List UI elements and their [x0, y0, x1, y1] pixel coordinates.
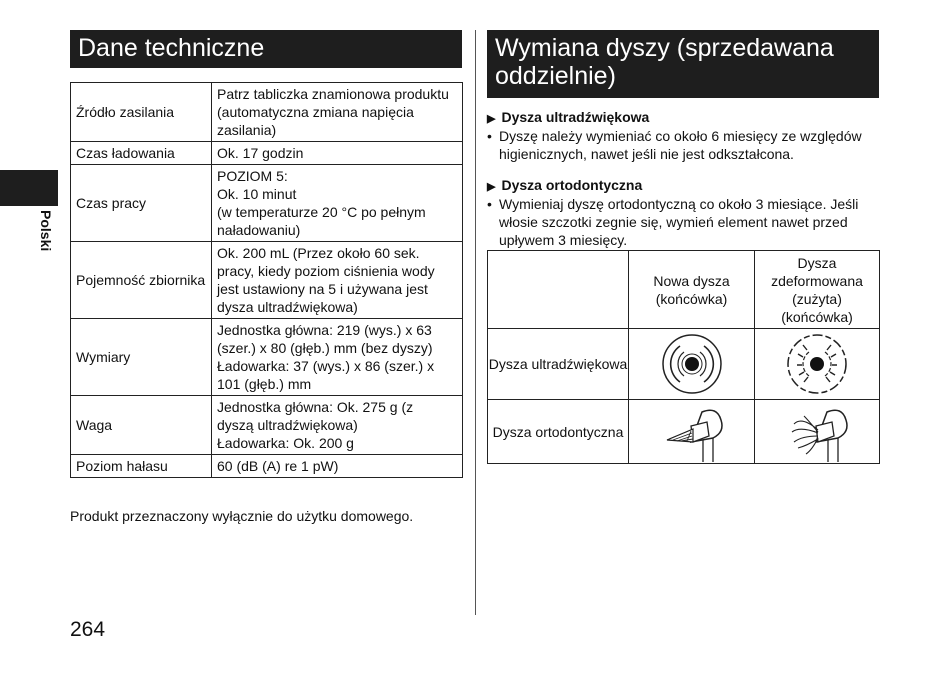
spec-value-line: Ok. 17 godzin — [217, 145, 304, 161]
table-row — [71, 83, 463, 142]
bullet-dot-icon: • — [487, 196, 492, 212]
header-line: (zużyta) — [792, 290, 842, 307]
table-row — [71, 142, 463, 165]
spec-value-line: (automatyczna zmiana napięcia — [217, 104, 414, 120]
spec-label: Poziom hałasu — [71, 455, 212, 478]
bullet-arrow-icon: ▶ — [487, 181, 496, 193]
spec-value-line: 101 (głęb.) mm — [217, 376, 312, 392]
specs-table — [70, 82, 463, 478]
spec-value-line: Ok. 200 mL (Przez około 60 sek. — [217, 245, 420, 261]
bullet-ultrasonic — [487, 127, 882, 163]
table-corner-cell — [488, 251, 629, 329]
spec-value-line: Ładowarka: Ok. 200 g — [217, 435, 354, 451]
spec-value-line: 60 (dB (A) re 1 pW) — [217, 458, 339, 474]
table-row — [71, 455, 463, 478]
row-label-ultrasonic: Dysza ultradźwiękowa — [488, 329, 629, 400]
header-line: (końcówka) — [655, 290, 728, 307]
spec-label: Źródło zasilania — [71, 83, 212, 142]
subheading-text: Dysza ortodontyczna — [501, 177, 643, 193]
spec-value-line: Jednostka główna: Ok. 275 g (z — [217, 399, 414, 415]
table-row — [71, 242, 463, 319]
table-row — [488, 329, 880, 400]
spec-value — [212, 242, 463, 319]
column-divider — [475, 30, 476, 615]
spec-value-line: Jednostka główna: 219 (wys.) x 63 — [217, 322, 432, 338]
spec-value — [212, 83, 463, 142]
table-row — [71, 319, 463, 396]
title-line: oddzielnie) — [495, 62, 616, 90]
bullet-dot-icon: • — [487, 128, 492, 144]
spec-value-line: dysza ultradźwiękowa) — [217, 299, 358, 315]
spec-value-line: (szer.) x 80 (głęb.) mm (bez dyszy) — [217, 340, 433, 356]
table-row — [71, 396, 463, 455]
bullet-orthodontic — [487, 195, 882, 249]
section-title-specs: Dane techniczne — [70, 30, 462, 68]
spec-value-line: pracy, kiedy poziom ciśnienia wody — [217, 263, 435, 279]
table-row — [488, 400, 880, 464]
header-line: (końcówka) — [781, 308, 853, 325]
spec-label: Czas ładowania — [71, 142, 212, 165]
orthodontic-nozzle-new-icon — [629, 400, 755, 464]
spec-value-line: dyszą ultradźwiękowa) — [217, 417, 358, 433]
spec-value-line: zasilania) — [217, 122, 277, 138]
spec-value-line: naładowaniu) — [217, 222, 301, 238]
table-row — [71, 165, 463, 242]
bullet-line: Wymieniaj dyszę ortodontyczną co około 3 miesiące. Jeśli — [499, 196, 859, 212]
subheading-orthodontic — [487, 177, 642, 193]
header-line: Dysza — [797, 254, 837, 271]
spec-value-line: Ok. 10 minut — [217, 186, 297, 202]
header-line: zdeformowana — [771, 272, 863, 289]
bullet-line: higienicznych, nawet jeśli nie jest odkształcona. — [499, 146, 794, 162]
header-line: Nowa dysza — [653, 272, 730, 289]
column-header-new — [629, 251, 755, 329]
ultrasonic-nozzle-new-icon — [629, 329, 755, 400]
page-number: 264 — [70, 618, 106, 641]
title-line: Wymiana dyszy (sprzedawana — [495, 34, 834, 62]
subheading-ultrasonic — [487, 109, 649, 125]
spec-value — [212, 319, 463, 396]
row-label-orthodontic: Dysza ortodontyczna — [488, 400, 629, 464]
orthodontic-nozzle-worn-icon — [755, 400, 880, 464]
household-use-note: Produkt przeznaczony wyłącznie do użytku domowego. — [70, 508, 414, 524]
bullet-line: Dyszę należy wymieniać co około 6 miesięcy ze względów — [499, 128, 862, 144]
language-label: Polski — [38, 210, 54, 252]
spec-value-line: Ładowarka: 37 (wys.) x 86 (szer.) x — [217, 358, 435, 374]
spec-label: Czas pracy — [71, 165, 212, 242]
section-title-nozzle-replacement — [487, 30, 879, 98]
nozzle-comparison-table — [487, 250, 880, 464]
language-tab-marker — [0, 170, 58, 206]
bullet-line: włosie szczotki zegnie się, wymień element nawet przed — [499, 214, 848, 230]
spec-value-line: (w temperaturze 20 °C po pełnym — [217, 204, 426, 220]
spec-label: Pojemność zbiornika — [71, 242, 212, 319]
spec-value-line: Patrz tabliczka znamionowa produktu — [217, 86, 449, 102]
spec-value — [212, 142, 463, 165]
bullet-line: upływem 3 miesięcy. — [499, 232, 628, 248]
spec-label: Waga — [71, 396, 212, 455]
bullet-arrow-icon: ▶ — [487, 113, 496, 125]
table-row — [488, 251, 880, 329]
ultrasonic-nozzle-worn-icon — [755, 329, 880, 400]
spec-value-line: POZIOM 5: — [217, 168, 288, 184]
spec-value — [212, 396, 463, 455]
column-header-worn — [755, 251, 880, 329]
spec-value — [212, 455, 463, 478]
spec-value — [212, 165, 463, 242]
subheading-text: Dysza ultradźwiękowa — [501, 109, 650, 125]
spec-value-line: jest ustawiony na 5 i używana jest — [217, 281, 428, 297]
spec-label: Wymiary — [71, 319, 212, 396]
